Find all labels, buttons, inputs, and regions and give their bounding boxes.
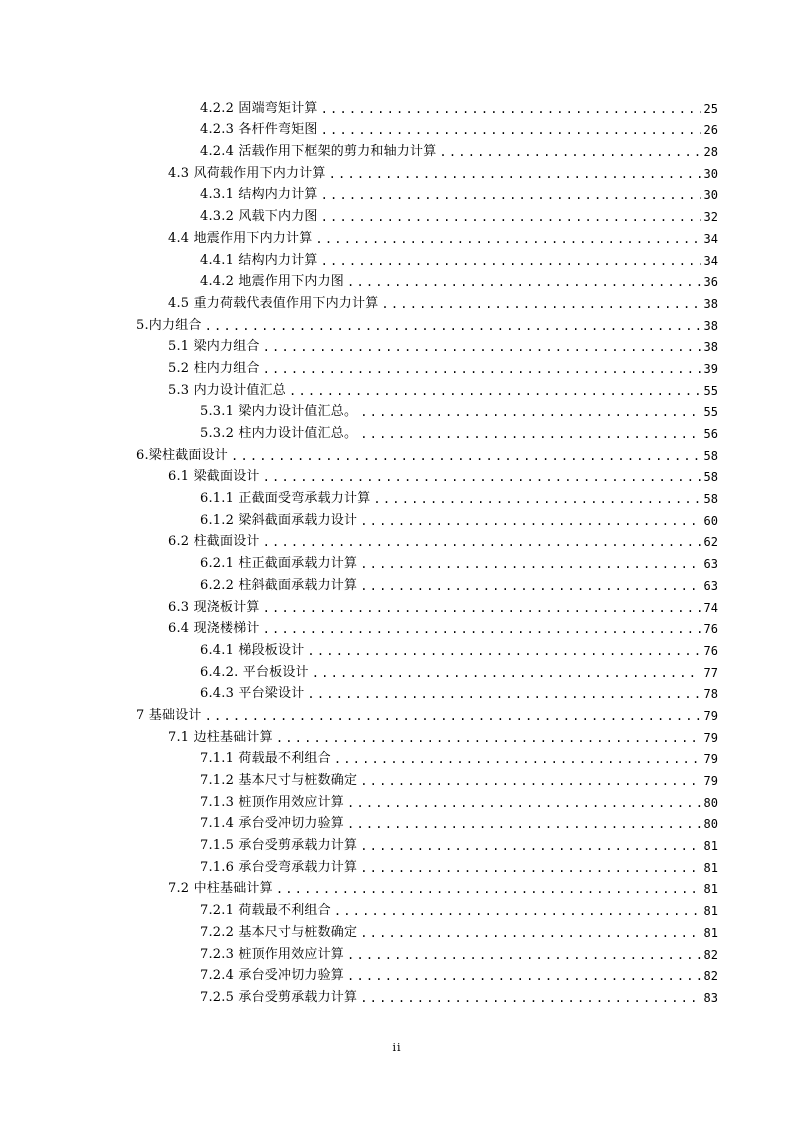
toc-entry-title: 4.3.1 结构内力计算	[200, 187, 318, 203]
toc-entry-title: 6.2.2 柱斜截面承载力计算	[200, 577, 358, 593]
toc-entry-page: 26	[703, 123, 718, 138]
toc-entry[interactable]	[0, 160, 718, 182]
toc-entry-title: 4.2.4 活载作用下框架的剪力和轴力计算	[200, 144, 437, 160]
toc-entry[interactable]	[0, 702, 718, 724]
toc-entry[interactable]	[0, 616, 718, 638]
toc-entry-page: 34	[703, 253, 718, 268]
toc-entry[interactable]	[0, 594, 718, 616]
toc-entry-title: 4.4.1 结构内力计算	[200, 252, 318, 268]
toc-leader	[263, 469, 701, 485]
toc-entry-title: 6.4.1 梯段板设计	[200, 642, 305, 658]
toc-entry-page: 82	[703, 947, 718, 962]
toc-entry-page: 81	[703, 925, 718, 940]
toc-entry-page: 34	[703, 231, 718, 246]
toc-leader	[360, 578, 700, 594]
page-number-footer: ii	[392, 1041, 402, 1054]
toc-entry[interactable]	[0, 811, 718, 833]
toc-entry-page: 81	[703, 882, 718, 897]
toc-entry[interactable]	[0, 550, 718, 572]
toc-entry-page: 58	[703, 470, 718, 485]
toc-entry-page: 62	[703, 535, 718, 550]
toc-entry-title: 5.3.1 梁内力设计值汇总。	[200, 404, 358, 420]
toc-entry-title: 4.4.2 地震作用下内力图	[200, 274, 345, 290]
toc-entry-title: 7.2 中柱基础计算	[168, 881, 273, 897]
toc-leader	[360, 860, 700, 876]
toc-entry[interactable]	[0, 746, 718, 768]
toc-leader	[360, 556, 700, 572]
toc-leader	[321, 209, 701, 225]
toc-entry[interactable]	[0, 203, 718, 225]
toc-leader	[360, 426, 700, 442]
toc-entry-page: 58	[703, 492, 718, 507]
toc-entry-page: 58	[703, 448, 718, 463]
toc-entry[interactable]	[0, 399, 718, 421]
toc-entry-title: 7.1.3 桩顶作用效应计算	[200, 794, 345, 810]
toc-leader	[360, 838, 700, 854]
toc-leader	[347, 947, 701, 963]
toc-entry-title: 6.1.1 正截面受弯承载力计算	[200, 491, 371, 507]
toc-entry-title: 7.2.1 荷载最不利组合	[200, 903, 331, 919]
toc-entry[interactable]	[0, 941, 718, 963]
toc-entry-page: 38	[703, 296, 718, 311]
toc-entry-page: 77	[703, 665, 718, 680]
toc-entry-page: 36	[703, 275, 718, 290]
toc-leader	[263, 361, 701, 377]
toc-entry-page: 30	[703, 166, 718, 181]
toc-leader	[263, 339, 701, 355]
toc-entry-title: 5.3 内力设计值汇总	[168, 382, 287, 398]
toc-entry[interactable]	[0, 138, 718, 160]
toc-leader	[315, 231, 700, 247]
toc-leader	[307, 686, 700, 702]
toc-leader	[373, 491, 700, 507]
toc-entry-page: 32	[703, 210, 718, 225]
toc-entry[interactable]	[0, 897, 718, 919]
toc-entry-page: 25	[703, 101, 718, 116]
toc-entry-page: 28	[703, 145, 718, 160]
toc-leader	[347, 968, 701, 984]
toc-leader	[381, 296, 700, 312]
toc-entry-title: 6.2.1 柱正截面承载力计算	[200, 556, 358, 572]
toc-entry-title: 7.2.2 基本尺寸与桩数确定	[200, 924, 358, 940]
toc-leader	[360, 925, 700, 941]
toc-entry-page: 76	[703, 622, 718, 637]
toc-entry-page: 83	[703, 990, 718, 1005]
toc-entry[interactable]	[0, 247, 718, 269]
toc-entry-page: 39	[703, 361, 718, 376]
toc-entry[interactable]	[0, 637, 718, 659]
toc-entry-page: 79	[703, 774, 718, 788]
toc-leader	[263, 621, 701, 637]
toc-entry-page: 60	[703, 513, 718, 528]
toc-entry-page: 74	[703, 600, 718, 615]
toc-leader	[231, 448, 701, 464]
toc-entry-title: 7.1.1 荷载最不利组合	[200, 751, 331, 767]
toc-entry[interactable]	[0, 355, 718, 377]
toc-entry-title: 4.3 风荷载作用下内力计算	[168, 165, 326, 181]
toc-entry[interactable]	[0, 225, 718, 247]
toc-entry[interactable]	[0, 117, 718, 139]
toc-leader	[321, 122, 701, 138]
toc-entry-page: 82	[703, 969, 718, 984]
toc-entry[interactable]	[0, 464, 718, 486]
toc-entry[interactable]	[0, 963, 718, 985]
toc-entry-page: 81	[703, 860, 718, 875]
toc-entry[interactable]	[0, 334, 718, 356]
toc-entry[interactable]	[0, 529, 718, 551]
toc-entry-page: 63	[703, 578, 718, 593]
toc-entry-title: 5.2 柱内力组合	[168, 360, 260, 376]
toc-entry-title: 5.1 梁内力组合	[168, 339, 260, 355]
toc-entry[interactable]	[0, 659, 718, 681]
toc-entry[interactable]	[0, 290, 718, 312]
toc-entry-page: 55	[703, 405, 718, 420]
toc-entry[interactable]	[0, 572, 718, 594]
toc-entry[interactable]	[0, 377, 718, 399]
toc-leader	[312, 665, 701, 681]
toc-entry[interactable]	[0, 832, 718, 854]
toc-entry-page: 55	[703, 383, 718, 398]
toc-entry-page: 78	[703, 687, 718, 702]
toc-leader	[263, 534, 701, 550]
toc-entry-title: 6.1 梁截面设计	[168, 469, 260, 485]
toc-entry[interactable]	[0, 182, 718, 204]
toc-leader	[334, 751, 701, 767]
toc-leader	[205, 318, 701, 334]
toc-entry[interactable]	[0, 724, 718, 746]
toc-entry[interactable]	[0, 269, 718, 291]
toc-entry-page: 76	[703, 643, 718, 658]
toc-entry-page: 38	[703, 318, 718, 333]
toc-leader	[360, 773, 700, 789]
toc-entry-title: 7.1.6 承台受弯承载力计算	[200, 859, 358, 875]
toc-entry-title: 4.3.2 风载下内力图	[200, 209, 318, 225]
toc-leader	[276, 881, 701, 897]
toc-leader	[360, 990, 700, 1006]
toc-leader	[329, 166, 701, 182]
toc-leader	[263, 600, 701, 616]
toc-leader	[347, 274, 701, 290]
toc-entry-page: 79	[703, 752, 718, 767]
toc-entry-page: 38	[703, 340, 718, 355]
toc-leader	[439, 144, 700, 160]
toc-entry[interactable]	[0, 95, 718, 117]
toc-entry[interactable]	[0, 984, 718, 1006]
toc-entry-page: 80	[703, 795, 718, 810]
toc-entry-title: 6.3 现浇板计算	[168, 599, 260, 615]
toc-entry-title: 6.2 柱截面设计	[168, 534, 260, 550]
toc-entry-title: 4.5 重力荷载代表值作用下内力计算	[168, 295, 379, 311]
toc-entry-title: 7.2.5 承台受剪承载力计算	[200, 989, 358, 1005]
toc-entry-title: 4.2.2 固端弯矩计算	[200, 100, 318, 116]
toc-entry[interactable]	[0, 681, 718, 703]
toc-leader	[334, 903, 701, 919]
toc-leader	[321, 253, 701, 269]
toc-entry-title: 6.1.2 梁斜截面承载力设计	[200, 512, 358, 528]
toc-entry[interactable]	[0, 876, 718, 898]
toc-entry-title: 6.梁柱截面设计	[136, 447, 229, 463]
toc-entry-title: 6.4.3 平台梁设计	[200, 686, 305, 702]
toc-entry-title: 4.4 地震作用下内力计算	[168, 230, 313, 246]
toc-entry-title: 6.4.2. 平台板设计	[200, 664, 309, 680]
toc-leader	[289, 383, 701, 399]
toc-leader	[360, 513, 700, 529]
toc-entry-title: 7.2.4 承台受冲切力验算	[200, 968, 345, 984]
toc-leader	[205, 708, 701, 724]
toc-entry-page: 79	[703, 730, 718, 745]
table-of-contents	[0, 95, 794, 1006]
toc-entry-title: 5.内力组合	[136, 317, 202, 333]
toc-leader	[276, 730, 701, 746]
toc-entry-page: 63	[703, 557, 718, 572]
toc-entry-page: 56	[703, 427, 718, 441]
toc-leader	[347, 795, 701, 811]
toc-entry[interactable]	[0, 854, 718, 876]
toc-entry-title: 7.1.2 基本尺寸与桩数确定	[200, 773, 358, 788]
toc-entry[interactable]	[0, 789, 718, 811]
toc-entry-title: 7.1.5 承台受剪承载力计算	[200, 838, 358, 854]
toc-leader	[347, 816, 701, 832]
toc-leader	[321, 187, 701, 203]
toc-entry-page: 30	[703, 188, 718, 203]
toc-entry-title: 7.1.4 承台受冲切力验算	[200, 816, 345, 832]
toc-entry[interactable]	[0, 485, 718, 507]
toc-entry[interactable]	[0, 312, 718, 334]
toc-entry[interactable]	[0, 507, 718, 529]
toc-leader	[307, 643, 700, 659]
toc-entry-title: 7 基础设计	[136, 707, 202, 723]
toc-entry-title: 7.2.3 桩顶作用效应计算	[200, 946, 345, 962]
toc-entry-title: 5.3.2 柱内力设计值汇总。	[200, 426, 358, 441]
toc-entry-page: 81	[703, 839, 718, 854]
toc-entry-page: 80	[703, 817, 718, 832]
toc-entry[interactable]	[0, 767, 718, 789]
toc-leader	[360, 404, 700, 420]
toc-entry[interactable]	[0, 919, 718, 941]
toc-entry[interactable]	[0, 442, 718, 464]
toc-entry-page: 79	[703, 708, 718, 723]
toc-entry-title: 7.1 边柱基础计算	[168, 729, 273, 745]
toc-entry-title: 6.4 现浇楼梯计	[168, 621, 260, 637]
toc-leader	[321, 101, 701, 117]
toc-entry-title: 4.2.3 各杆件弯矩图	[200, 122, 318, 138]
toc-entry-page: 81	[703, 904, 718, 919]
toc-entry[interactable]	[0, 420, 718, 442]
